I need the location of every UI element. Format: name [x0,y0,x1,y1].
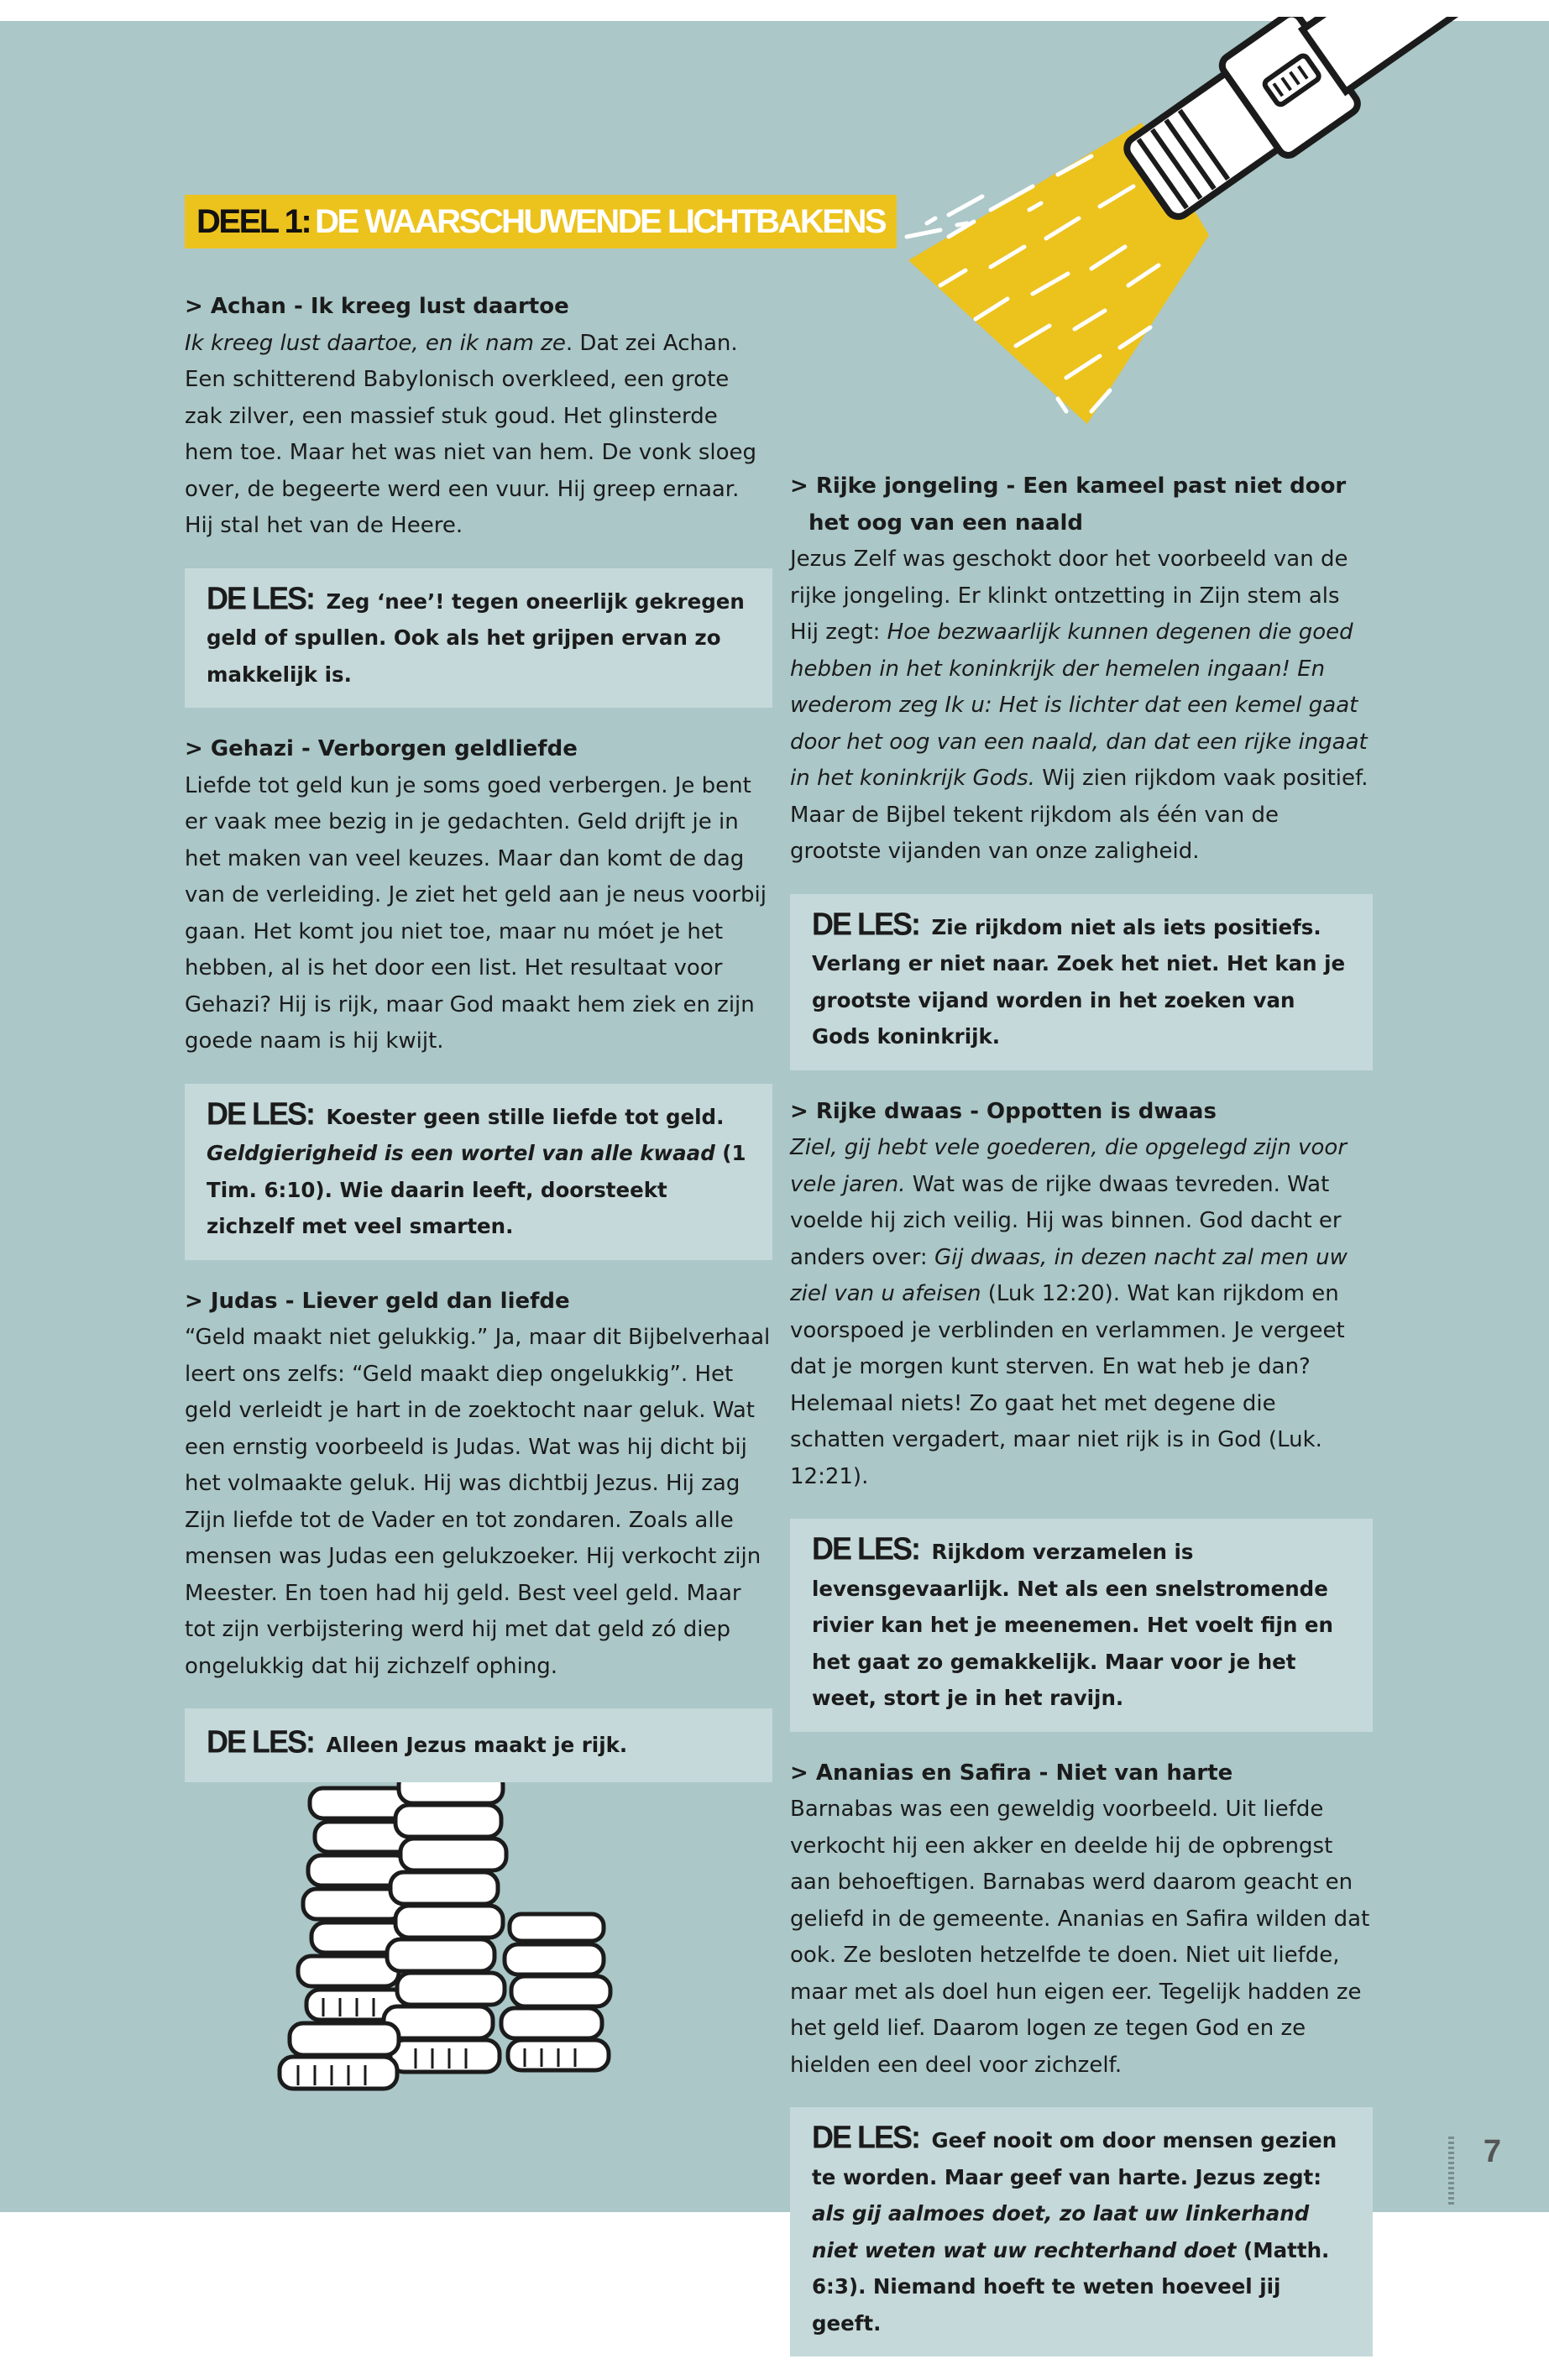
section-title: > Rijke jongeling - Een kameel past niet door het oog van een naald [790,473,1347,536]
section-title: > Judas - Liever geld dan liefde [185,1288,570,1314]
section-title: > Ananias en Safira - Niet van harte [790,1760,1233,1786]
section-achan [185,289,772,708]
section-body: Ik kreeg lust daartoe, en ik nam ze. Dat zei Achan. Een schitterend Babylonisch overkleed, een grote zak zilver, een massief stuk goud. Het glinsterde hem toe. Maar het was niet van hem. De vonk sloeg over, de begeerte werd een vuur. Hij greep ernaar. Hij stal het van de Heere. [185,330,756,538]
lesson-text: Alleen Jezus maakt je rijk. [326,1733,628,1757]
page-number: 7 [1483,2134,1501,2169]
lesson-tag: DE LES: [207,1095,315,1132]
lesson-tag: DE LES: [207,579,315,616]
lesson-tag: DE LES: [812,2118,920,2156]
lesson-box: DE LES: Geef nooit om door mensen gezien te worden. Maar geef van harte. Jezus zegt: als gij aalmoes doet, zo laat uw linkerhand niet weten wat uw rechterhand doet (Matth. 6:3). Niemand hoeft te weten hoeveel jij geeft. [790,2107,1373,2356]
lesson-box [185,1708,772,1782]
section-heading [185,195,897,248]
lesson-tag: DE LES: [812,905,920,942]
lesson-tag: DE LES: [207,1723,315,1760]
section-rijke-dwaas [790,1094,1373,1732]
section-body: Liefde tot geld kun je soms goed verbergen. Je bent er vaak mee bezig in je gedachten. Geld drijft je in het maken van veel keuzes. Maar dan komt de dag van de verleiding. Je ziet het geld aan je neus voorbij gaan. Het komt jou niet toe, maar nu móet je het hebben, al is het door een list. Het resultaat voor Gehazi? Hij is rijk, maar God maakt hem ziek en zijn goede naam is hij kwijt. [185,772,767,1054]
section-ananias-safira [790,1755,1373,2357]
lesson-text: Zeg ‘nee’! tegen oneerlijk gekregen geld of spullen. Ook als het grijpen ervan zo makkelijk is. [207,588,745,687]
section-title: > Achan - Ik kreeg lust daartoe [185,294,569,319]
section-title: > Gehazi - Verborgen geldliefde [185,736,578,761]
section-title: > Rijke dwaas - Oppotten is dwaas [790,1098,1217,1124]
flashlight-icon [890,17,1494,437]
section-body: “Geld maakt niet gelukkig.” Ja, maar dit Bijbelverhaal leert ons zelfs: “Geld maakt diep ongelukkig”. Het geld verleidt je hart in de zoektocht naar geluk. Wat een ernstig voorbeeld is Judas. Wat was hij dicht bij het volmaakte geluk. Hij was dichtbij Jezus. Hij zag Zijn liefde tot de Vader en tot zondaren. Zoals alle mensen was Judas een gelukzoeker. Hij verkocht zijn Meester. En toen had hij geld. Best veel geld. Maar tot zijn verbijstering werd hij met dat geld zó diep ongelukkig dat hij zichzelf ophing. [185,1325,771,1679]
section-body: Barnabas was een geweldig voorbeeld. Uit liefde verkocht hij een akker en deelde hij de opbrengst aan behoeftigen. Barnabas werd daarom geacht en geliefd in de gemeente. Ananias en Safira wilden dat ook. Ze besloten hetzelfde te doen. Niet uit liefde, maar met als doel hun eigen eer. Tegelijk hadden ze het geld lief. Daarom logen ze tegen God en ze hielden een deel voor zichzelf. [790,1797,1370,2078]
heading-part: DEEL 1: [196,202,311,240]
lesson-box: DE LES: Koester geen stille liefde tot geld. Geldgierigheid is een wortel van alle kwaad (1 Tim. 6:10). Wie daarin leeft, doorsteekt zichzelf met veel smarten. [185,1084,772,1260]
heading-title: DE WAARSCHUWENDE LICHTBAKENS [315,202,886,240]
right-column [790,468,1373,2380]
section-judas [185,1284,772,1782]
lesson-box [185,568,772,709]
lesson-text: Zie rijkdom niet als iets positiefs. Verlang er niet naar. Zoek het niet. Het kan je grootste vijand worden in het zoeken van Gods koninkrijk. [812,914,1346,1049]
section-body: Ziel, gij hebt vele goederen, die opgelegd zijn voor vele jaren. Wat was de rijke dwaas tevreden. Wat voelde hij zich veilig. Hij was binnen. God dacht er anders over: Gij dwaas, in dezen nacht zal men uw ziel van u afeisen (Luk 12:20). Wat kan rijkdom en voorspoed je verblinden en verlammen. Je vergeet dat je morgen kunt sterven. En wat heb je dan? Helemaal niets! Zo gaat het met degene die schatten vergadert, maar niet rijk is in God (Luk. 12:21). [790,1135,1348,1489]
section-body: Jezus Zelf was geschokt door het voorbeeld van de rijke jongeling. Er klinkt ontzetting in Zijn stem als Hij zegt: Hoe bezwaarlijk kunnen degenen die goed hebben in het koninkrijk der hemelen ingaan! En wederom zeg Ik u: Het is lichter dat een kemel gaat door het oog van een naald, dan dat een rijke ingaat in het koninkrijk Gods. Wij zien rijkdom vaak positief. Maar de Bijbel tekent rijkdom als één van de grootste vijanden van onze zaligheid. [790,547,1368,864]
lesson-text: Rijkdom verzamelen is levensgevaarlijk. Net als een snelstromende rivier kan het je meenemen. Het voelt fijn en het gaat zo gemakkelijk. Maar voor je het weet, stort je in het ravijn. [812,1540,1333,1710]
lesson-box [790,894,1373,1070]
lesson-box [790,1519,1373,1732]
lesson-tag: DE LES: [812,1530,920,1567]
section-rijke-jongeling [790,468,1373,1070]
section-gehazi [185,731,772,1260]
page-number-divider [1448,2137,1454,2205]
left-column [185,289,772,1806]
